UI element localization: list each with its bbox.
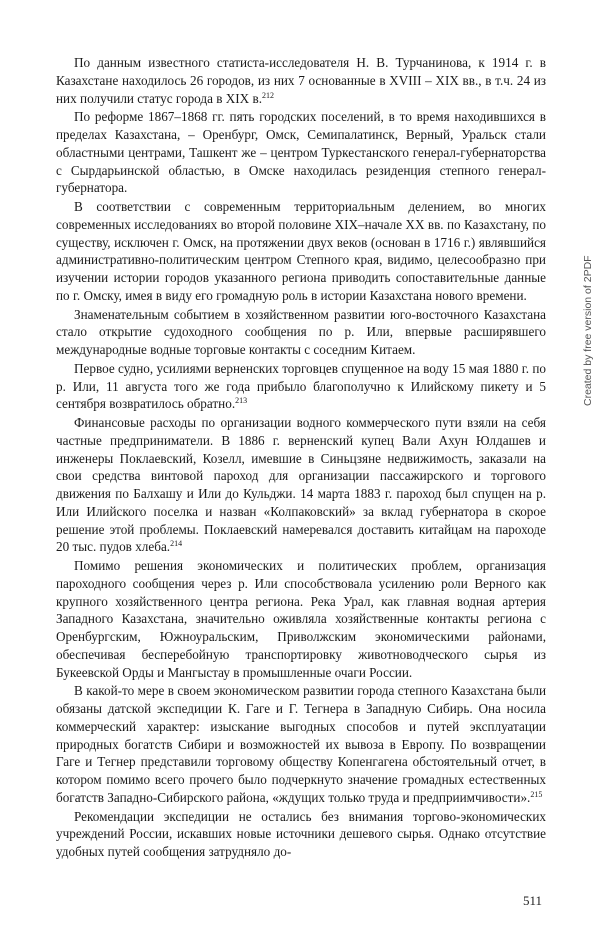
paragraph [56, 682, 546, 806]
paragraph [56, 557, 546, 681]
paragraph-text: В какой-то мере в своем экономическом развитии города степного Казахстана были обязаны датской экспедиции К. Гаге и Г. Тегнера в Западную Сибирь. Она носила коммерческий характер: изыскание выгодных способов и путей эксплуатации природных богатств Сибири и возможностей их вывоза в Европу. По возвращении Гаге и Тегнер представили торговому обществу Копенгагена обстоятельный отчет, в котором помимо всего прочего было подчеркнуто значение громадных естественных богатств Западно-Сибирского района, «ждущих только труда и предприимчивости». [56, 683, 546, 805]
footnote-ref: 212 [262, 90, 275, 100]
paragraph-text: В соответствии с современным территориальным делением, во многих современных исследованиях во второй половине XIX–начале XX вв. по Казахстану, по существу, исключен г. Омск, на протяжении двух веков (основан в 1716 г.) являвшийся административно-политическим центром Степного края, видимо, целесообразно при изучении истории городов указанного региона приводить сопоставительные данные по г. Омску, имея в виду его громадную роль в истории Казахстана нового времени. [56, 199, 546, 303]
paragraph-text: Знаменательным событием в хозяйственном развитии юго-восточного Казахстана стало открытие судоходного сообщения по р. Или, впервые расширявшего международные водные торговые контакты с соседним Китаем. [56, 306, 546, 357]
paragraph-text: Первое судно, усилиями верненских торговцев спущенное на воду 15 мая 1880 г. по р. Или, 11 августа того же года прибыло благополучно к Илийскому пикету и 5 сентября возвратилось обратно. [56, 360, 546, 412]
watermark-text: Created by free version of 2PDF [582, 255, 594, 406]
page-number: 511 [523, 893, 543, 908]
paragraph [56, 808, 546, 861]
footnote-ref: 215 [530, 789, 543, 799]
paragraph-text: По реформе 1867–1868 гг. пять городских поселений, в то время находившихся в пределах Казахстана, – Оренбург, Омск, Семипалатинск, Верный, Уральск стали областными центрами, Ташкент же – центром Туркестанского генерал-губернаторства с Сырдарьинской областью, в Омске находилась резиденция степного генерал-губернатора. [56, 109, 546, 196]
paragraph [56, 360, 546, 413]
paragraph-text: Финансовые расходы по организации водного коммерческого пути взяли на себя частные предприниматели. В 1886 г. верненский купец Вали Ахун Юлдашев и инженеры Поклаевский, Козелл, имевшие в Синьцзяне недвижимость, заказали на свои средства винтовой пароход для организации пассажирского и торгового движения по Балхашу и Или до Кульджи. 14 марта 1883 г. пароход был спущен на р. Или Илийского поселка и назван «Колпаковский» за вклад губернатора в скорое решение этой проблемы. Поклаевский намеревался доставить китайцам на пароходе 20 тыс. пудов хлеба. [56, 415, 546, 555]
paragraph [56, 306, 546, 359]
paragraph [56, 414, 546, 556]
paragraph-text: По данным известного статиста-исследователя Н. В. Турчанинова, к 1914 г. в Казахстане находилось 26 городов, из них 7 основанные в XVIII – XIX вв., в т.ч. 24 из них получили статус города в XIX в. [56, 55, 546, 106]
page-body [56, 54, 546, 861]
watermark [582, 206, 596, 406]
paragraph-text: Рекомендации экспедиции не остались без внимания торгово-экономических учреждений России, искавших новые источники дешевого сырья. Однако отсутствие удобных путей сообщения затрудняло до- [56, 808, 546, 859]
paragraph-text: Помимо решения экономических и политических проблем, организация пароходного сообщения через р. Или способствовала усилению роли Верного как крупного хозяйственного центра региона. Река Урал, как главная водная артерия Западного Казахстана, значительно оживляла хозяйственные контакты региона с Оренбургским, Южноуральским, Приволжским экономическими районами, обеспечивая бесперебойную транспортировку животноводческого сырья из Букеевской Орды и Мангыстау в промышленные очаги России. [56, 558, 546, 680]
paragraph [56, 108, 546, 197]
footnote-ref: 214 [170, 539, 183, 549]
paragraph [56, 198, 546, 305]
paragraph [56, 54, 546, 107]
footnote-ref: 213 [235, 396, 248, 406]
